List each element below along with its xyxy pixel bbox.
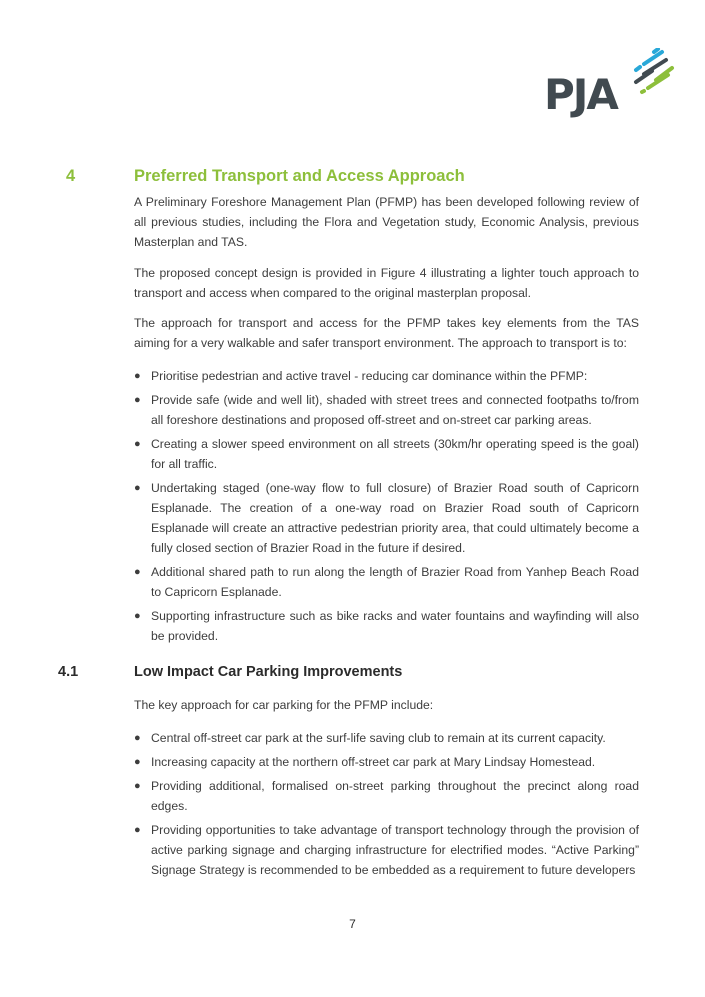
list-item: ● Supporting infrastructure such as bike racks and water fountains and wayfinding will also be provided. xyxy=(134,606,639,646)
list-item: ● Increasing capacity at the northern off-street car park at Mary Lindsay Homestead. xyxy=(134,752,639,772)
bullet-icon: ● xyxy=(134,438,141,450)
logo-stripes-icon xyxy=(632,48,676,98)
paragraph: A Preliminary Foreshore Management Plan (PFMP) has been developed following review of all previous studies, including the Flora and Vegetation study, Economic Analysis, previous Masterplan and TAS. xyxy=(134,195,639,249)
page-number: 7 xyxy=(349,917,356,931)
bullet-icon: ● xyxy=(134,756,141,768)
list-item: ● Creating a slower speed environment on all streets (30km/hr operating speed is the goal) for all traffic. xyxy=(134,434,639,474)
section-title: Preferred Transport and Access Approach xyxy=(134,167,465,185)
list-item: ● Additional shared path to run along the length of Brazier Road from Yanhep Beach Road to Capricorn Esplanade. xyxy=(134,562,639,602)
section-number: 4 xyxy=(66,167,76,185)
car-parking-list xyxy=(134,728,639,884)
list-item: ● Central off-street car park at the surf-life saving club to remain at its current capacity. xyxy=(134,728,639,748)
list-item: ● Undertaking staged (one-way flow to full closure) of Brazier Road south of Capricorn Esplanade. The creation of a one-way road on Brazier Road south of Capricorn Esplanade will create an attractive pedestrian priority area, that could ultimately become a fully closed section of Brazier Road in the future if desired. xyxy=(134,478,639,558)
transport-approach-list xyxy=(134,366,639,650)
bullet-icon: ● xyxy=(134,482,141,494)
bullet-icon: ● xyxy=(134,780,141,792)
bullet-icon: ● xyxy=(134,566,141,578)
bullet-icon: ● xyxy=(134,824,141,836)
paragraph: The key approach for car parking for the PFMP include: xyxy=(134,698,434,712)
bullet-icon: ● xyxy=(134,394,141,406)
bullet-icon: ● xyxy=(134,732,141,744)
paragraph: The proposed concept design is provided in Figure 4 illustrating a lighter touch approach to transport and access when compared to the original masterplan proposal. xyxy=(134,266,639,300)
bullet-icon: ● xyxy=(134,370,141,382)
list-item: ● Provide safe (wide and well lit), shaded with street trees and connected footpaths to/from all foreshore destinations and proposed off-street and on-street car parking areas. xyxy=(134,390,639,430)
list-item: ● Providing opportunities to take advantage of transport technology through the provision of active parking signage and charging infrastructure for electrified modes. “Active Parking” Signage Strategy is recommended to be embedded as a requirement to future developers xyxy=(134,820,639,880)
paragraph: The approach for transport and access for the PFMP takes key elements from the TAS aiming for a very walkable and safer transport environment. The approach to transport is to: xyxy=(134,316,639,350)
subsection-number: 4.1 xyxy=(58,664,79,680)
pja-logo xyxy=(544,48,676,124)
subsection-title: Low Impact Car Parking Improvements xyxy=(134,664,403,680)
logo-text: PJA xyxy=(544,70,617,119)
bullet-icon: ● xyxy=(134,610,141,622)
list-item: ● Providing additional, formalised on-street parking throughout the precinct along road edges. xyxy=(134,776,639,816)
list-item: ● Prioritise pedestrian and active travel - reducing car dominance within the PFMP: xyxy=(134,366,639,386)
